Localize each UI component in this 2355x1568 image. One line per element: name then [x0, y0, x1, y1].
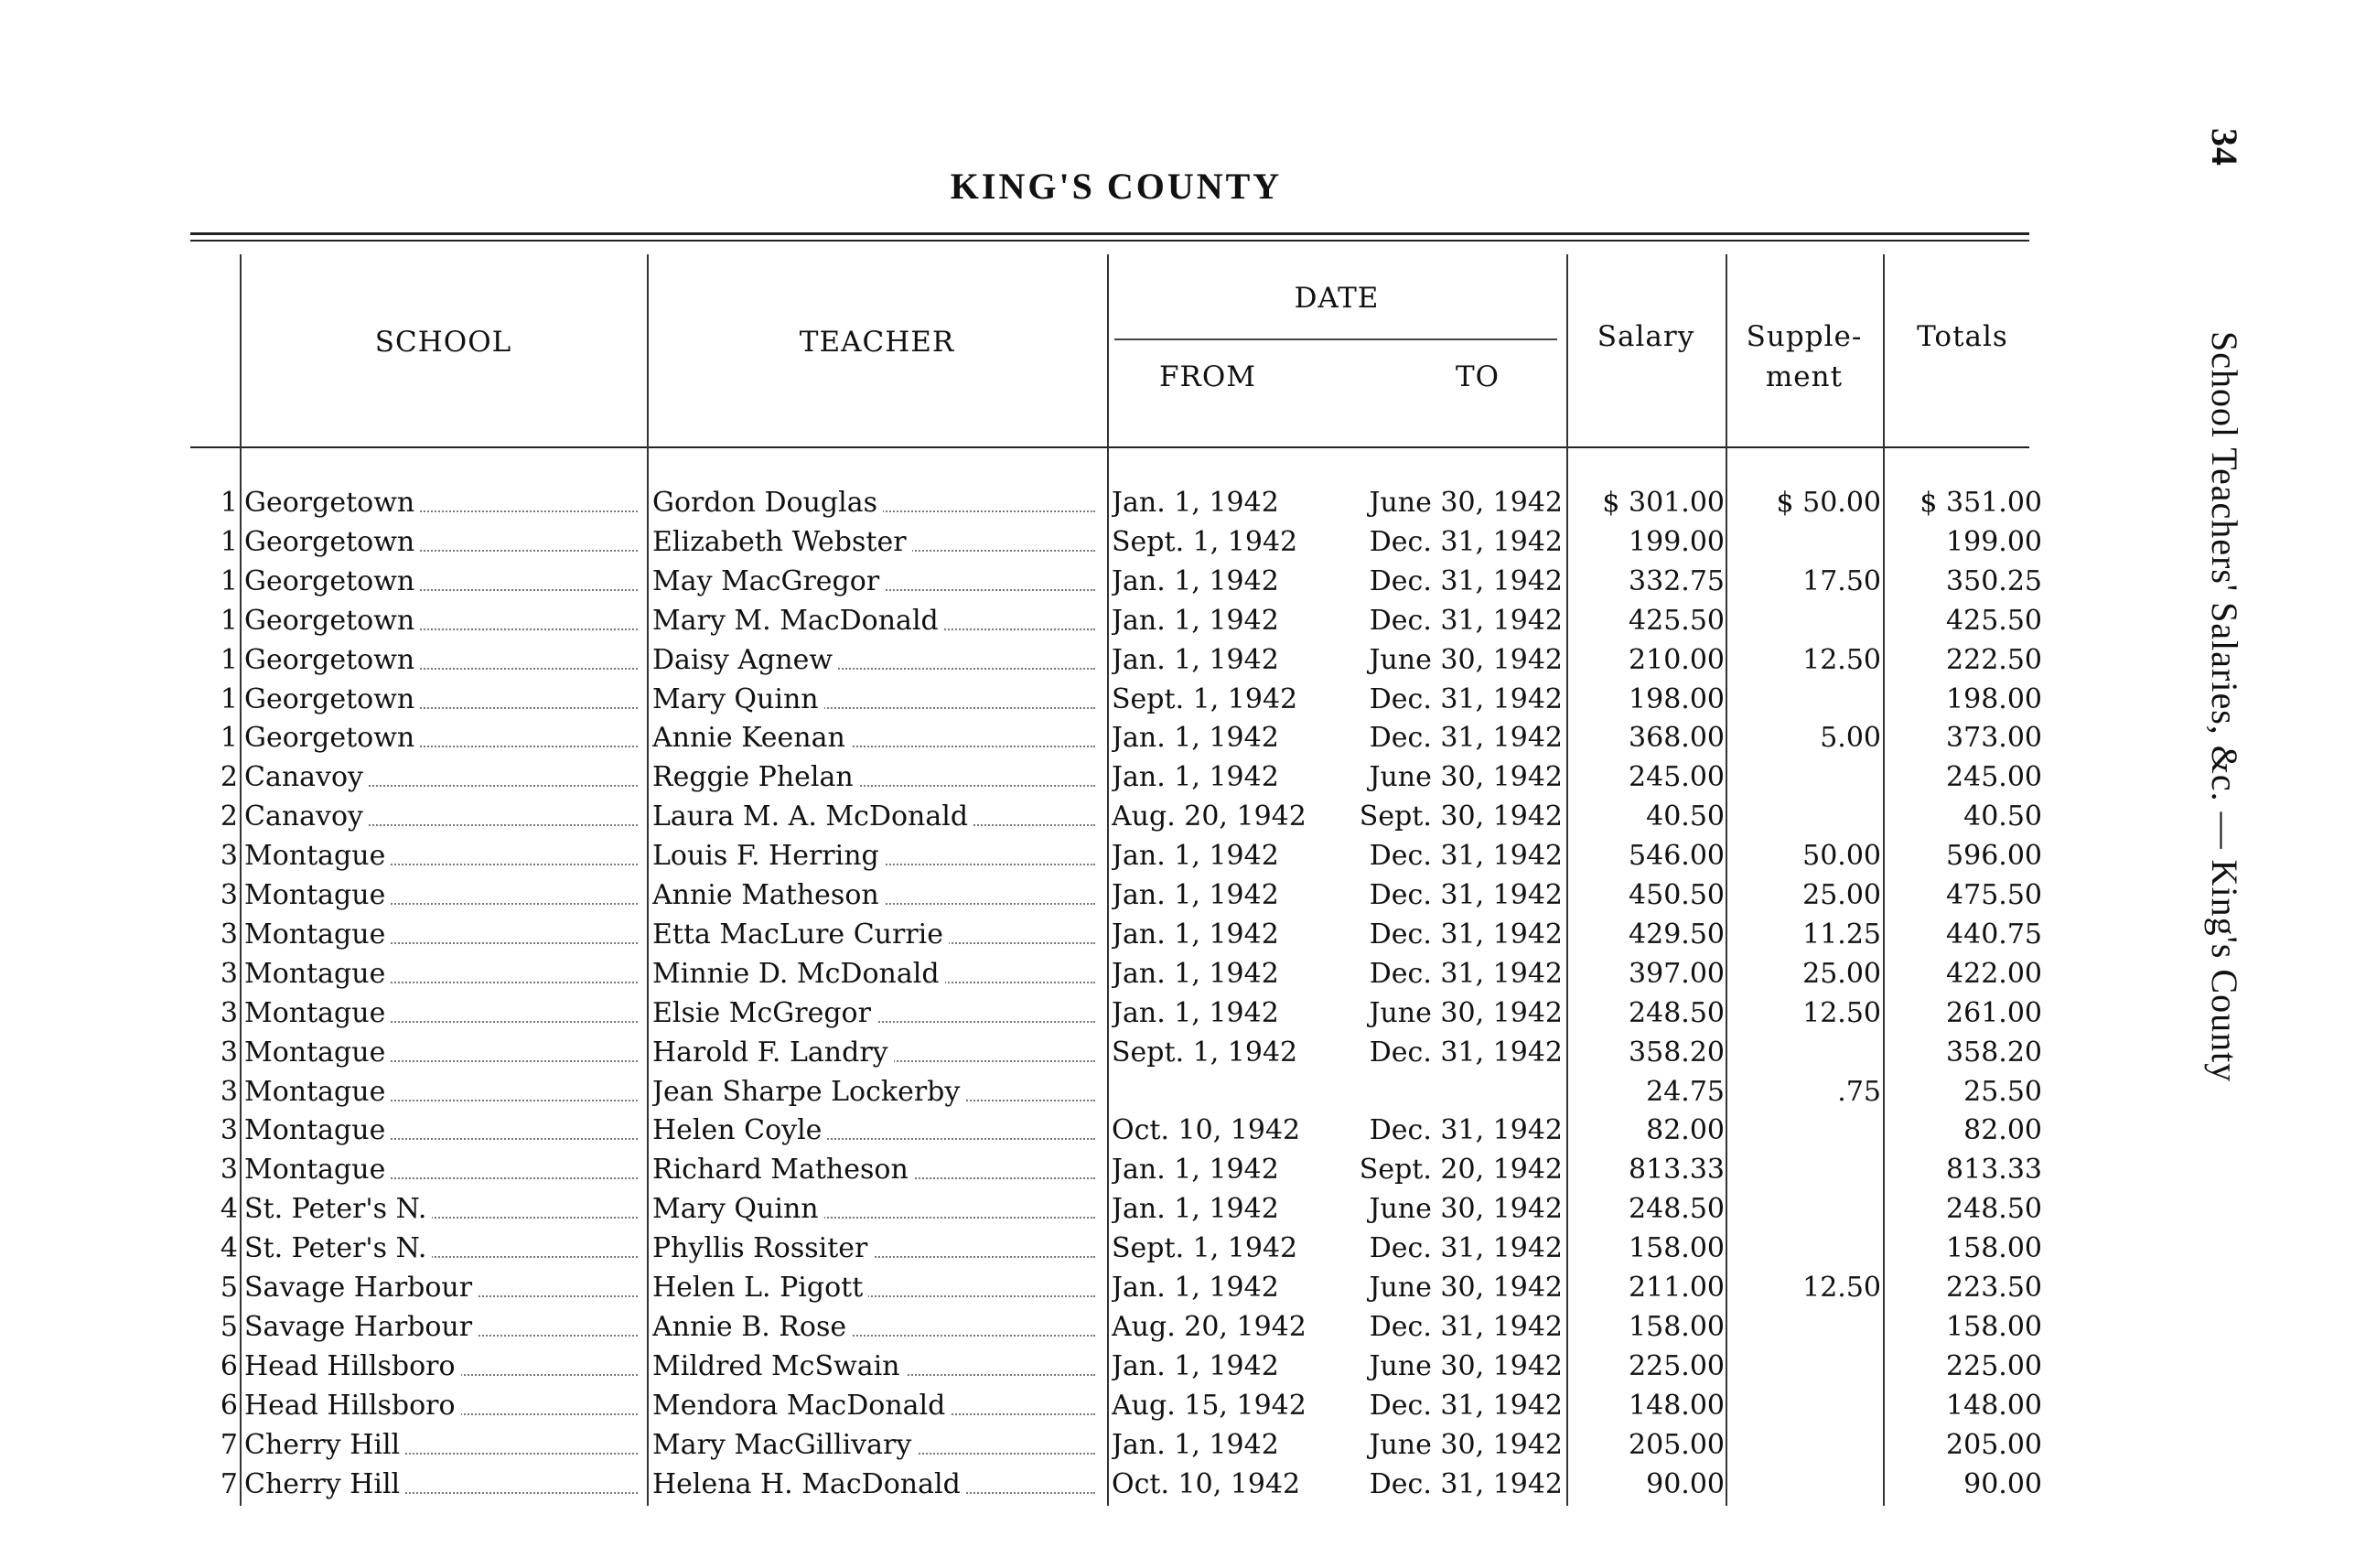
school-name-text: Montague [244, 840, 391, 872]
school-name-text: Montague [244, 879, 391, 911]
date-from: Aug. 15, 1942 [1112, 1390, 1307, 1422]
school-name [244, 1429, 645, 1461]
salary-amount: 546.00 [1629, 840, 1725, 872]
district-number: 3 [220, 918, 238, 950]
table-row [0, 526, 2049, 563]
total-amount: 475.50 [1946, 879, 2042, 911]
page-title: KING'S COUNTY [950, 166, 1283, 207]
date-to: Dec. 31, 1942 [1369, 1311, 1563, 1343]
supplement-amount: 25.00 [1802, 958, 1881, 990]
total-amount: 261.00 [1946, 997, 2042, 1029]
supplement-amount: 25.00 [1802, 879, 1881, 911]
table-row [0, 1272, 2049, 1308]
header-salary: Salary [1597, 320, 1695, 353]
table-row [0, 1350, 2049, 1387]
table-row [0, 997, 2049, 1034]
teacher-name-text: Mary Quinn [652, 683, 824, 715]
total-amount: 373.00 [1946, 722, 2042, 754]
district-number: 1 [220, 526, 238, 558]
salary-amount: 199.00 [1629, 526, 1725, 558]
teacher-name-text: Jean Sharpe Lockerby [652, 1076, 965, 1108]
salary-amount: 40.50 [1646, 800, 1725, 832]
total-amount: 422.00 [1946, 958, 2042, 990]
total-amount: 813.33 [1946, 1154, 2042, 1186]
header-supplement-1: Supple- [1746, 320, 1863, 353]
salary-amount: 158.00 [1629, 1311, 1725, 1343]
date-from: Sept. 1, 1942 [1112, 1036, 1298, 1069]
salary-amount: 368.00 [1629, 722, 1725, 754]
school-name-text: Cherry Hill [244, 1429, 405, 1461]
district-number: 6 [220, 1350, 238, 1382]
date-from: Jan. 1, 1942 [1112, 1272, 1279, 1304]
date-from: Oct. 10, 1942 [1112, 1114, 1301, 1146]
school-name-text: Head Hillsboro [244, 1350, 461, 1382]
school-name-text: Savage Harbour [244, 1311, 478, 1343]
date-to: Dec. 31, 1942 [1369, 722, 1563, 754]
salary-amount: 358.20 [1629, 1036, 1725, 1069]
date-to: Dec. 31, 1942 [1369, 1232, 1563, 1264]
date-from: Sept. 1, 1942 [1112, 1232, 1298, 1264]
district-number: 3 [220, 1036, 238, 1069]
header-school: SCHOOL [374, 326, 512, 359]
date-from: Aug. 20, 1942 [1112, 800, 1307, 832]
teacher-name-text: Louis F. Herring [652, 840, 885, 872]
district-number: 6 [220, 1390, 238, 1422]
school-name-text: Cherry Hill [244, 1468, 405, 1500]
salary-amount: 211.00 [1629, 1272, 1725, 1304]
school-name-text: Georgetown [244, 605, 420, 637]
date-from: Jan. 1, 1942 [1112, 1193, 1279, 1225]
school-name [244, 722, 645, 754]
supplement-amount: 12.50 [1802, 1272, 1881, 1304]
teacher-name [652, 1114, 1102, 1146]
school-name [244, 800, 645, 832]
salary-amount: 332.75 [1629, 565, 1725, 597]
school-name [244, 1468, 645, 1500]
date-from: Jan. 1, 1942 [1112, 997, 1279, 1029]
table-row [0, 565, 2049, 602]
district-number: 2 [220, 800, 238, 832]
date-from: Jan. 1, 1942 [1112, 840, 1279, 872]
school-name [244, 918, 645, 950]
table-row [0, 840, 2049, 876]
date-to: June 30, 1942 [1369, 1193, 1563, 1225]
school-name [244, 683, 645, 715]
header-teacher: TEACHER [799, 326, 955, 359]
date-to: June 30, 1942 [1369, 1429, 1563, 1461]
school-name [244, 1350, 645, 1382]
total-amount: 222.50 [1946, 644, 2042, 676]
header-supplement-2: ment [1765, 360, 1844, 393]
date-from: Oct. 10, 1942 [1112, 1468, 1301, 1500]
teacher-name-text: Helen Coyle [652, 1114, 827, 1146]
supplement-amount: 12.50 [1802, 644, 1881, 676]
date-from: Jan. 1, 1942 [1112, 958, 1279, 990]
date-from: Sept. 1, 1942 [1112, 683, 1298, 715]
teacher-name-text: Annie B. Rose [652, 1311, 852, 1343]
total-amount: 158.00 [1946, 1311, 2042, 1343]
total-amount: 25.50 [1963, 1076, 2042, 1108]
school-name-text: Canavoy [244, 761, 369, 793]
date-to: June 30, 1942 [1369, 761, 1563, 793]
total-amount: 148.00 [1946, 1390, 2042, 1422]
total-amount: 90.00 [1963, 1468, 2042, 1500]
school-name-text: Montague [244, 918, 391, 950]
total-amount: 358.20 [1946, 1036, 2042, 1069]
teacher-name-text: Gordon Douglas [652, 487, 883, 519]
date-to: June 30, 1942 [1369, 997, 1563, 1029]
school-name-text: Georgetown [244, 565, 420, 597]
school-name-text: Georgetown [244, 644, 420, 676]
district-number: 3 [220, 879, 238, 911]
teacher-name-text: Elsie McGregor [652, 997, 876, 1029]
total-amount: 245.00 [1946, 761, 2042, 793]
school-name [244, 1036, 645, 1069]
teacher-name-text: Richard Matheson [652, 1154, 914, 1186]
teacher-name [652, 958, 1102, 990]
salary-amount: 397.00 [1629, 958, 1725, 990]
date-from: Jan. 1, 1942 [1112, 879, 1279, 911]
total-amount: 199.00 [1946, 526, 2042, 558]
teacher-name-text: Daisy Agnew [652, 644, 838, 676]
table-row [0, 487, 2049, 523]
district-number: 2 [220, 761, 238, 793]
date-divider [1114, 338, 1557, 340]
school-name [244, 1154, 645, 1186]
top-rule [190, 232, 2029, 235]
salary-amount: 225.00 [1629, 1350, 1725, 1382]
salary-amount: 205.00 [1629, 1429, 1725, 1461]
salary-amount: 429.50 [1629, 918, 1725, 950]
school-name-text: Georgetown [244, 683, 420, 715]
teacher-name-text: Minnie D. McDonald [652, 958, 945, 990]
teacher-name [652, 1429, 1102, 1461]
date-to: Dec. 31, 1942 [1369, 958, 1563, 990]
total-amount: 82.00 [1963, 1114, 2042, 1146]
teacher-name [652, 1272, 1102, 1304]
salary-amount: 248.50 [1629, 1193, 1725, 1225]
teacher-name-text: Elizabeth Webster [652, 526, 912, 558]
teacher-name [652, 1311, 1102, 1343]
school-name [244, 840, 645, 872]
total-amount: 198.00 [1946, 683, 2042, 715]
teacher-name-text: Etta MacLure Currie [652, 918, 949, 950]
date-to: Dec. 31, 1942 [1369, 1468, 1563, 1500]
school-name [244, 1076, 645, 1108]
teacher-name [652, 918, 1102, 950]
total-amount: 248.50 [1946, 1193, 2042, 1225]
date-to: Dec. 31, 1942 [1369, 1390, 1563, 1422]
teacher-name-text: Harold F. Landry [652, 1036, 894, 1069]
teacher-name [652, 1232, 1102, 1264]
salary-amount: 82.00 [1646, 1114, 1725, 1146]
teacher-name [652, 526, 1102, 558]
school-name [244, 487, 645, 519]
district-number: 4 [220, 1193, 238, 1225]
page-number: 34 [2204, 128, 2245, 166]
total-amount: 225.00 [1946, 1350, 2042, 1382]
total-amount: 158.00 [1946, 1232, 2042, 1264]
supplement-amount: .75 [1837, 1076, 1881, 1108]
header-to: TO [1455, 360, 1500, 393]
school-name-text: Montague [244, 1154, 391, 1186]
supplement-amount: 12.50 [1802, 997, 1881, 1029]
teacher-name [652, 1154, 1102, 1186]
district-number: 5 [220, 1311, 238, 1343]
date-from: Jan. 1, 1942 [1112, 1154, 1279, 1186]
teacher-name [652, 565, 1102, 597]
district-number: 3 [220, 840, 238, 872]
district-number: 5 [220, 1272, 238, 1304]
school-name [244, 1272, 645, 1304]
school-name [244, 958, 645, 990]
total-amount: $ 351.00 [1919, 487, 2042, 519]
date-to: Dec. 31, 1942 [1369, 879, 1563, 911]
table-row [0, 918, 2049, 955]
school-name-text: Montague [244, 958, 391, 990]
teacher-name [652, 997, 1102, 1029]
teacher-name-text: Annie Keenan [652, 722, 851, 754]
table-row [0, 683, 2049, 720]
teacher-name [652, 761, 1102, 793]
school-name-text: St. Peter's N. [244, 1232, 432, 1264]
teacher-name-text: Helena H. MacDonald [652, 1468, 966, 1500]
district-number: 1 [220, 644, 238, 676]
teacher-name [652, 487, 1102, 519]
district-number: 4 [220, 1232, 238, 1264]
date-to: Dec. 31, 1942 [1369, 840, 1563, 872]
total-amount: 425.50 [1946, 605, 2042, 637]
school-name [244, 1390, 645, 1422]
teacher-name [652, 683, 1102, 715]
date-to: Dec. 31, 1942 [1369, 1036, 1563, 1069]
date-to: June 30, 1942 [1369, 1350, 1563, 1382]
date-to: Dec. 31, 1942 [1369, 1114, 1563, 1146]
total-amount: 223.50 [1946, 1272, 2042, 1304]
district-number: 3 [220, 1076, 238, 1108]
school-name [244, 1232, 645, 1264]
date-to: Dec. 31, 1942 [1369, 683, 1563, 715]
school-name-text: Montague [244, 1036, 391, 1069]
total-amount: 596.00 [1946, 840, 2042, 872]
school-name [244, 1311, 645, 1343]
table-row [0, 1114, 2049, 1151]
teacher-name [652, 644, 1102, 676]
teacher-name-text: Helen L. Pigott [652, 1272, 868, 1304]
table-row [0, 1311, 2049, 1348]
table-row [0, 1193, 2049, 1230]
table-row [0, 761, 2049, 798]
header-totals: Totals [1917, 320, 2008, 353]
school-name-text: Canavoy [244, 800, 369, 832]
supplement-amount: 11.25 [1802, 918, 1881, 950]
table-row [0, 1390, 2049, 1426]
date-to: Dec. 31, 1942 [1369, 918, 1563, 950]
total-amount: 205.00 [1946, 1429, 2042, 1461]
teacher-name [652, 605, 1102, 637]
district-number: 1 [220, 605, 238, 637]
running-head: School Teachers' Salaries, &c. — King's County [2204, 331, 2245, 1083]
teacher-name-text: Phyllis Rossiter [652, 1232, 873, 1264]
school-name-text: Savage Harbour [244, 1272, 478, 1304]
school-name [244, 997, 645, 1029]
top-rule-2 [190, 240, 2029, 242]
district-number: 1 [220, 565, 238, 597]
school-name-text: Montague [244, 1114, 391, 1146]
school-name [244, 1193, 645, 1225]
date-from: Jan. 1, 1942 [1112, 918, 1279, 950]
district-number: 1 [220, 683, 238, 715]
date-from: Jan. 1, 1942 [1112, 605, 1279, 637]
teacher-name [652, 840, 1102, 872]
date-to: Dec. 31, 1942 [1369, 605, 1563, 637]
school-name [244, 565, 645, 597]
district-number: 3 [220, 997, 238, 1029]
total-amount: 350.25 [1946, 565, 2042, 597]
school-name-text: Montague [244, 1076, 391, 1108]
teacher-name [652, 879, 1102, 911]
salary-amount: 158.00 [1629, 1232, 1725, 1264]
table-row [0, 1076, 2049, 1112]
date-from: Jan. 1, 1942 [1112, 644, 1279, 676]
table-row [0, 1468, 2049, 1505]
teacher-name [652, 1036, 1102, 1069]
header-date: DATE [1294, 282, 1380, 315]
teacher-name-text: Mary M. MacDonald [652, 605, 944, 637]
header-from: FROM [1158, 360, 1256, 393]
district-number: 3 [220, 1114, 238, 1146]
salary-amount: 90.00 [1646, 1468, 1725, 1500]
salary-amount: $ 301.00 [1602, 487, 1725, 519]
teacher-name [652, 800, 1102, 832]
school-name [244, 605, 645, 637]
table-row [0, 1429, 2049, 1466]
supplement-amount: 5.00 [1820, 722, 1881, 754]
school-name [244, 644, 645, 676]
date-from: Jan. 1, 1942 [1112, 722, 1279, 754]
date-from: Jan. 1, 1942 [1112, 487, 1279, 519]
school-name-text: Georgetown [244, 526, 420, 558]
teacher-name [652, 1468, 1102, 1500]
table-row [0, 879, 2049, 916]
school-name [244, 526, 645, 558]
salary-amount: 210.00 [1629, 644, 1725, 676]
salary-amount: 245.00 [1629, 761, 1725, 793]
teacher-name-text: Mary Quinn [652, 1193, 824, 1225]
teacher-name-text: Mendora MacDonald [652, 1390, 951, 1422]
teacher-name-text: Reggie Phelan [652, 761, 859, 793]
teacher-name-text: Laura M. A. McDonald [652, 800, 973, 832]
date-from: Sept. 1, 1942 [1112, 526, 1298, 558]
date-to: June 30, 1942 [1369, 1272, 1563, 1304]
date-from: Jan. 1, 1942 [1112, 1429, 1279, 1461]
district-number: 3 [220, 958, 238, 990]
teacher-name [652, 1076, 1102, 1108]
supplement-amount: 50.00 [1802, 840, 1881, 872]
side-caption [2203, 128, 2246, 1082]
district-number: 7 [220, 1468, 238, 1500]
salary-amount: 248.50 [1629, 997, 1725, 1029]
teacher-name [652, 1350, 1102, 1382]
teacher-name [652, 1390, 1102, 1422]
salary-amount: 24.75 [1646, 1076, 1725, 1108]
district-number: 1 [220, 487, 238, 519]
date-to: Sept. 30, 1942 [1359, 800, 1563, 832]
supplement-amount: 17.50 [1802, 565, 1881, 597]
supplement-amount: $ 50.00 [1776, 487, 1881, 519]
salary-amount: 198.00 [1629, 683, 1725, 715]
table-row [0, 605, 2049, 641]
header-rule [190, 446, 2029, 448]
teacher-name-text: May MacGregor [652, 565, 885, 597]
school-name-text: Georgetown [244, 487, 420, 519]
district-number: 3 [220, 1154, 238, 1186]
school-name [244, 761, 645, 793]
salary-amount: 813.33 [1629, 1154, 1725, 1186]
date-from: Jan. 1, 1942 [1112, 565, 1279, 597]
table-row [0, 958, 2049, 994]
teacher-name-text: Annie Matheson [652, 879, 885, 911]
teacher-name-text: Mildred McSwain [652, 1350, 906, 1382]
salary-amount: 450.50 [1629, 879, 1725, 911]
date-to: June 30, 1942 [1369, 644, 1563, 676]
date-from: Aug. 20, 1942 [1112, 1311, 1307, 1343]
school-name-text: Head Hillsboro [244, 1390, 461, 1422]
table-row [0, 1232, 2049, 1269]
salary-amount: 425.50 [1629, 605, 1725, 637]
school-name [244, 1114, 645, 1146]
total-amount: 40.50 [1963, 800, 2042, 832]
date-from: Jan. 1, 1942 [1112, 761, 1279, 793]
table-row [0, 722, 2049, 758]
date-to: Dec. 31, 1942 [1369, 565, 1563, 597]
school-name-text: Montague [244, 997, 391, 1029]
table-row [0, 1154, 2049, 1190]
district-number: 7 [220, 1429, 238, 1461]
school-name-text: St. Peter's N. [244, 1193, 432, 1225]
teacher-name [652, 1193, 1102, 1225]
date-from: Jan. 1, 1942 [1112, 1350, 1279, 1382]
salary-amount: 148.00 [1629, 1390, 1725, 1422]
school-name-text: Georgetown [244, 722, 420, 754]
school-name [244, 879, 645, 911]
table-row [0, 800, 2049, 837]
date-to: Sept. 20, 1942 [1359, 1154, 1563, 1186]
district-number: 1 [220, 722, 238, 754]
date-to: June 30, 1942 [1369, 487, 1563, 519]
table-row [0, 644, 2049, 681]
total-amount: 440.75 [1946, 918, 2042, 950]
date-to: Dec. 31, 1942 [1369, 526, 1563, 558]
teacher-name-text: Mary MacGillivary [652, 1429, 917, 1461]
table-row [0, 1036, 2049, 1073]
teacher-name [652, 722, 1102, 754]
